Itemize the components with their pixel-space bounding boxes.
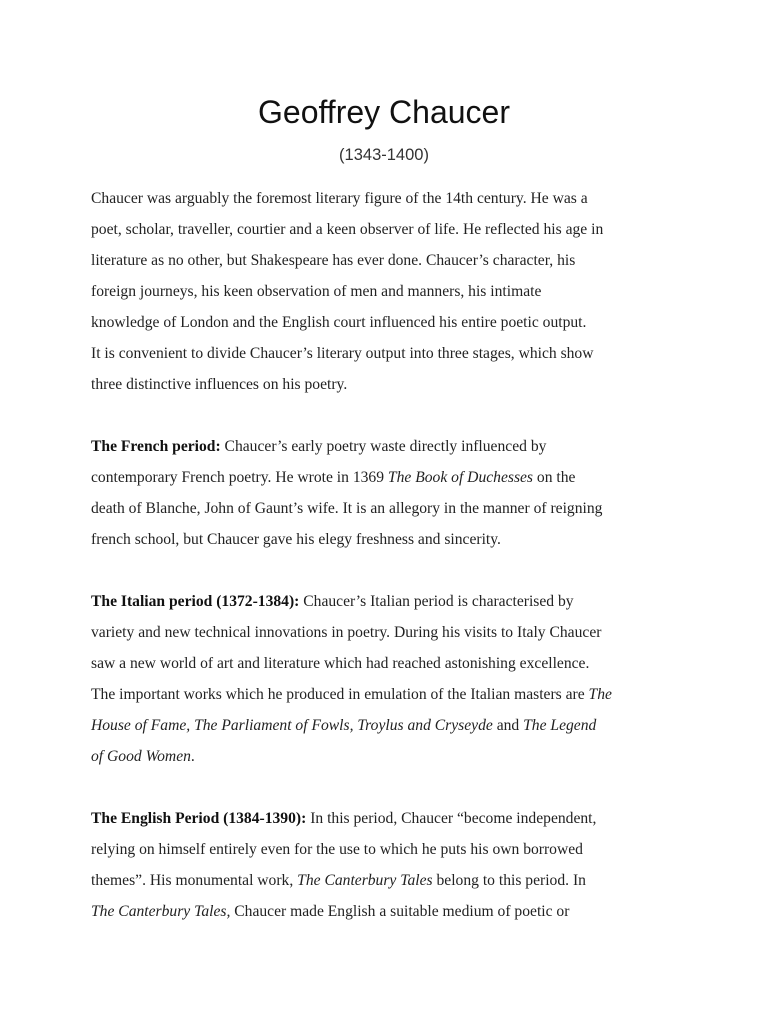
italian-line xyxy=(91,679,691,710)
intro-line: three distinctive influences on his poetry. xyxy=(91,376,348,393)
french-period-paragraph xyxy=(91,431,691,555)
work-title: The Legend xyxy=(523,717,597,734)
english-text: Chaucer made English a suitable medium of poetic or xyxy=(230,903,570,920)
french-line: french school, but Chaucer gave his elegy freshness and sincerity. xyxy=(91,531,501,548)
french-line xyxy=(91,431,691,462)
english-text: belong to this period. In xyxy=(432,872,586,889)
paragraph-spacer xyxy=(91,400,691,431)
english-line: relying on himself entirely even for the use to which he puts his own borrowed xyxy=(91,841,583,858)
italian-period-paragraph xyxy=(91,586,691,772)
intro-line: poet, scholar, traveller, courtier and a keen observer of life. He reflected his age in xyxy=(91,221,604,238)
intro-line: foreign journeys, his keen observation of men and manners, his intimate xyxy=(91,283,542,300)
english-line xyxy=(91,896,691,927)
work-title: House of Fame, The Parliament of Fowls, Troylus and Cryseyde xyxy=(91,717,493,734)
italian-period-heading: The Italian period (1372-1384): xyxy=(91,593,300,610)
english-line xyxy=(91,865,691,896)
italian-line: variety and new technical innovations in poetry. During his visits to Italy Chaucer xyxy=(91,624,602,641)
english-period-paragraph xyxy=(91,803,691,927)
english-text: themes”. His monumental work, xyxy=(91,872,298,889)
page-title: Geoffrey Chaucer xyxy=(258,94,510,130)
english-period-heading: The English Period (1384-1390): xyxy=(91,810,307,827)
intro-line: It is convenient to divide Chaucer’s literary output into three stages, which show xyxy=(91,345,594,362)
french-text: contemporary French poetry. He wrote in 1369 xyxy=(91,469,388,486)
work-title: The Canterbury Tales xyxy=(297,872,433,889)
document-body xyxy=(91,183,691,927)
italian-text: and xyxy=(492,717,524,734)
french-text: on the xyxy=(533,469,576,486)
intro-line: literature as no other, but Shakespeare has ever done. Chaucer’s character, his xyxy=(91,252,576,269)
work-title: of Good Women xyxy=(91,748,191,765)
english-text: In this period, Chaucer “become independent, xyxy=(306,810,597,827)
paragraph-spacer xyxy=(91,555,691,586)
french-period-heading: The French period: xyxy=(91,438,221,455)
french-text: Chaucer’s early poetry waste directly influenced by xyxy=(220,438,547,455)
italian-text: . xyxy=(190,748,195,765)
french-line: death of Blanche, John of Gaunt’s wife. It is an allegory in the manner of reigning xyxy=(91,500,603,517)
work-title: The xyxy=(588,686,612,703)
english-line xyxy=(91,803,691,834)
italian-text: Chaucer’s Italian period is characterised by xyxy=(299,593,574,610)
italian-line xyxy=(91,586,691,617)
work-title: The Book of Duchesses xyxy=(387,469,534,486)
intro-line: Chaucer was arguably the foremost literary figure of the 14th century. He was a xyxy=(91,190,588,207)
italian-line xyxy=(91,710,691,741)
work-title: The Canterbury Tales, xyxy=(91,903,231,920)
italian-text: The important works which he produced in emulation of the Italian masters are xyxy=(91,686,589,703)
italian-line xyxy=(91,741,691,772)
intro-paragraph xyxy=(91,183,691,400)
paragraph-spacer xyxy=(91,772,691,803)
page-subtitle-dates: (1343-1400) xyxy=(339,146,429,164)
italian-line: saw a new world of art and literature which had reached astonishing excellence. xyxy=(91,655,590,672)
french-line xyxy=(91,462,691,493)
intro-line: knowledge of London and the English court influenced his entire poetic output. xyxy=(91,314,587,331)
